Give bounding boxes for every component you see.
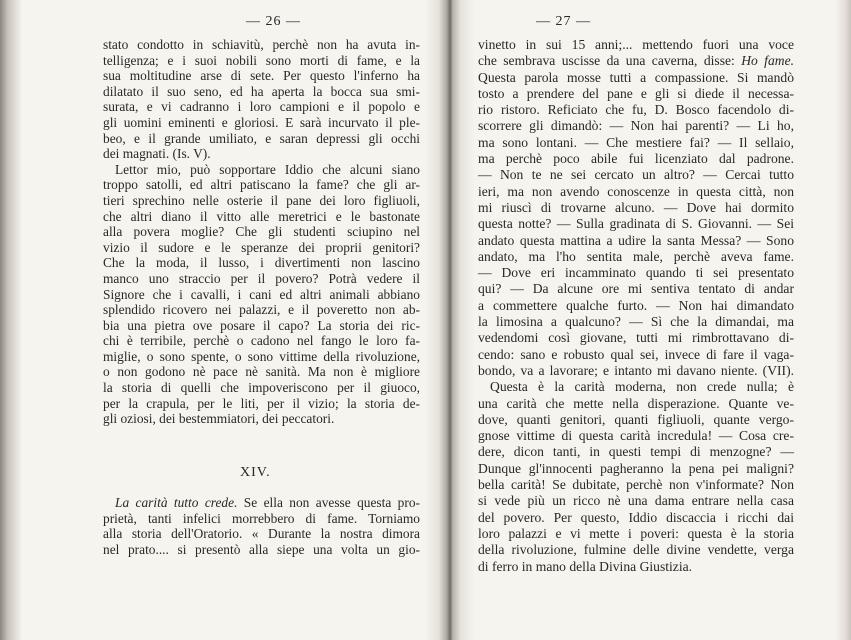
text-line: dove, quanti genitori, quanti figliuoli, quante vergo- (478, 411, 794, 427)
text-line: nel prato.... si presentò alla siepe una volta un gio- (103, 541, 420, 557)
text-line: scorrere gli dimandò: — Non hai parenti? — Li ho, (478, 118, 794, 134)
text-line: Dunque gl'innocenti pagheranno la pena pei maligni? (478, 460, 794, 476)
text-line (478, 559, 794, 575)
text-line: loro palazzi e vi mette i poveri: questa è la storia (478, 525, 794, 541)
text-line (103, 146, 420, 162)
page-number-left: — 26 — (246, 14, 301, 29)
text-line (478, 53, 794, 69)
line-text: dei magnati. (Is. V). (103, 146, 211, 162)
text-line: troppo satolli, ed altri patiscano la fame? che gli ar- (103, 177, 420, 193)
text-line: ma perchè poco abile fui licenziato dal padrone. (478, 151, 794, 167)
text-line: la limosina a qualcuno? — Sì che la dimandai, ma (478, 314, 794, 330)
text-line: tosto a prendere del pane e gli si diede il necessa- (478, 85, 794, 101)
text-line: bia una pietra ove posare il capo? La storia dei ric- (103, 317, 420, 333)
line-text: di ferro in mano della Divina Giustizia. (478, 558, 693, 574)
text-line: o non godono nè pace nè sanità. Ma non è migliore (103, 364, 420, 380)
text-line: qui? — Da alcune ore mi sentiva tentato di andar (478, 281, 794, 297)
text-line: gli uomini eminenti e gloriosi. E sarà incurvato il ple- (103, 114, 420, 130)
text-line: alla storia dell'Oratorio. « Durante la nostra dimora (103, 526, 420, 542)
text-line: bella carità! Se dubitate, perchè non v'informate? Non (478, 477, 794, 493)
text-line: beo, e il grande umiliato, e saran depressi gli occhi (103, 130, 420, 146)
text-line: stato condotto in schiavitù, perchè non ha avuta in- (103, 37, 420, 52)
text-line: si vede più un ricco nè una dama entrare nella casa (478, 493, 794, 509)
text-line: prietà, tanti infelici morrebbero di fame. Torniamo (103, 510, 420, 526)
text-line: vedendomi così giovane, tutti mi rimbrottavano di- (478, 330, 794, 346)
text-line: andato questa mattina a udire la santa Messa? — Sono (478, 232, 794, 248)
text-line: rio ristoro. Reficiato che fu, D. Bosco facendolo di- (478, 102, 794, 118)
italic-text: Ho fame. (741, 53, 795, 69)
text-line: questa notte? — Sulla gradinata di S. Giovanni. — Sei (478, 216, 794, 232)
text-line: tieri sprechino nelle osterie il pane dei loro figliuoli, (103, 192, 420, 208)
text-line: a commettere qualche furto. — Non hai dimandato (478, 297, 794, 313)
line-text: che sembrava uscisse da una caverna, disse: (478, 53, 742, 69)
line-text: Se ella non avesse questa pro- (237, 495, 420, 510)
line-text: Questa è la carità moderna, non crede nulla; è (490, 379, 794, 395)
text-line (103, 162, 420, 178)
text-line: alla povera moglie? Che gli studenti sciupino nel (103, 224, 420, 240)
chapter-heading: XIV. (240, 465, 271, 480)
text-line: gnose vittime di questa carità incredula! — Cosa cre- (478, 428, 794, 444)
book-gutter (425, 0, 475, 640)
text-line: per la crapula, per le liti, per il vizio; la storia de- (103, 395, 420, 411)
text-line: andato, ma l'ho sentita male, perchè aveva fame. (478, 248, 794, 264)
text-line: bondo, va a lavorare; e intanto mi davano niente. (VII). (478, 362, 794, 378)
left-page-edge (0, 0, 22, 640)
text-line: vizio il sudore e le speranze dei proprii genitori? (103, 239, 420, 255)
text-line: telligenza; e i suoi nobili sono morti di fame, e la (103, 52, 420, 68)
text-line: della rivoluzione, fulmine delle divine vendette, verga (478, 542, 794, 558)
text-line: ma sono lontani. — Che mestiere fai? — Il sellaio, (478, 134, 794, 150)
text-line (103, 495, 420, 511)
left-page-chapter-text (103, 495, 420, 557)
right-page-text (478, 37, 794, 575)
text-line: del povero. Per questo, Iddio discaccia i ricchi dai (478, 509, 794, 525)
text-line: vinetto in sui 15 anni;... mettendo fuori una voce (478, 37, 794, 52)
text-line: che altri diano il vitto alle meretrici e le bastonate (103, 208, 420, 224)
text-line: miglie, o sono spente, o sono vittime della rivoluzione, (103, 348, 420, 364)
text-line: cendo: sano e robusto qual sei, invece di fare il vaga- (478, 346, 794, 362)
text-line: sua moltitudine arse di sete. Per questo l'inferno ha (103, 68, 420, 84)
text-line: dere, dicon tanti, in questi tempi di menzogne? — (478, 444, 794, 460)
left-page-text (103, 37, 420, 427)
text-line (103, 411, 420, 427)
text-line: dilatato il suo seno, ed ha aperta la bocca sua smi- (103, 83, 420, 99)
text-line: la storia di quelli che impoveriscono per il giuoco, (103, 380, 420, 396)
text-line: una carità che mette nella disperazione. Quante ve- (478, 395, 794, 411)
text-line: mi riuscì di trovarne alcuno. — Dove hai dormito (478, 199, 794, 215)
line-text: Lettor mio, può sopportare Iddio che alcuni siano (115, 161, 420, 177)
text-line: Che la moda, il lusso, i divertimenti non lascino (103, 255, 420, 271)
text-line: Questa parola mosse tutti a compassione. Si mandò (478, 69, 794, 85)
right-page-edge (835, 0, 851, 640)
line-text: gli oziosi, dei bestemmiatori, dei peccatori. (103, 411, 335, 427)
text-line: chi è terribile, perchè o cadono nel fango le loro fa- (103, 333, 420, 349)
text-line (478, 379, 794, 395)
text-line: Signore che i cavalli, i cani ed altri animali abbiano (103, 286, 420, 302)
text-line: — Dove eri incamminato quando ti sei presentato (478, 265, 794, 281)
text-line: surata, e vi cadranno i loro campioni e il popolo e (103, 99, 420, 115)
text-line: splendido ricovero nei palazzi, e il poveretto non ab- (103, 302, 420, 318)
text-line: ieri, ma non avendo conoscenze in questa città, non (478, 183, 794, 199)
text-line: — Non te ne sei cercato un altro? — Cercai tutto (478, 167, 794, 183)
text-line: manco uno straccio per il povero? Potrà vedere il (103, 270, 420, 286)
page-number-right: — 27 — (536, 14, 591, 29)
italic-text: La carità tutto crede. (115, 495, 238, 510)
